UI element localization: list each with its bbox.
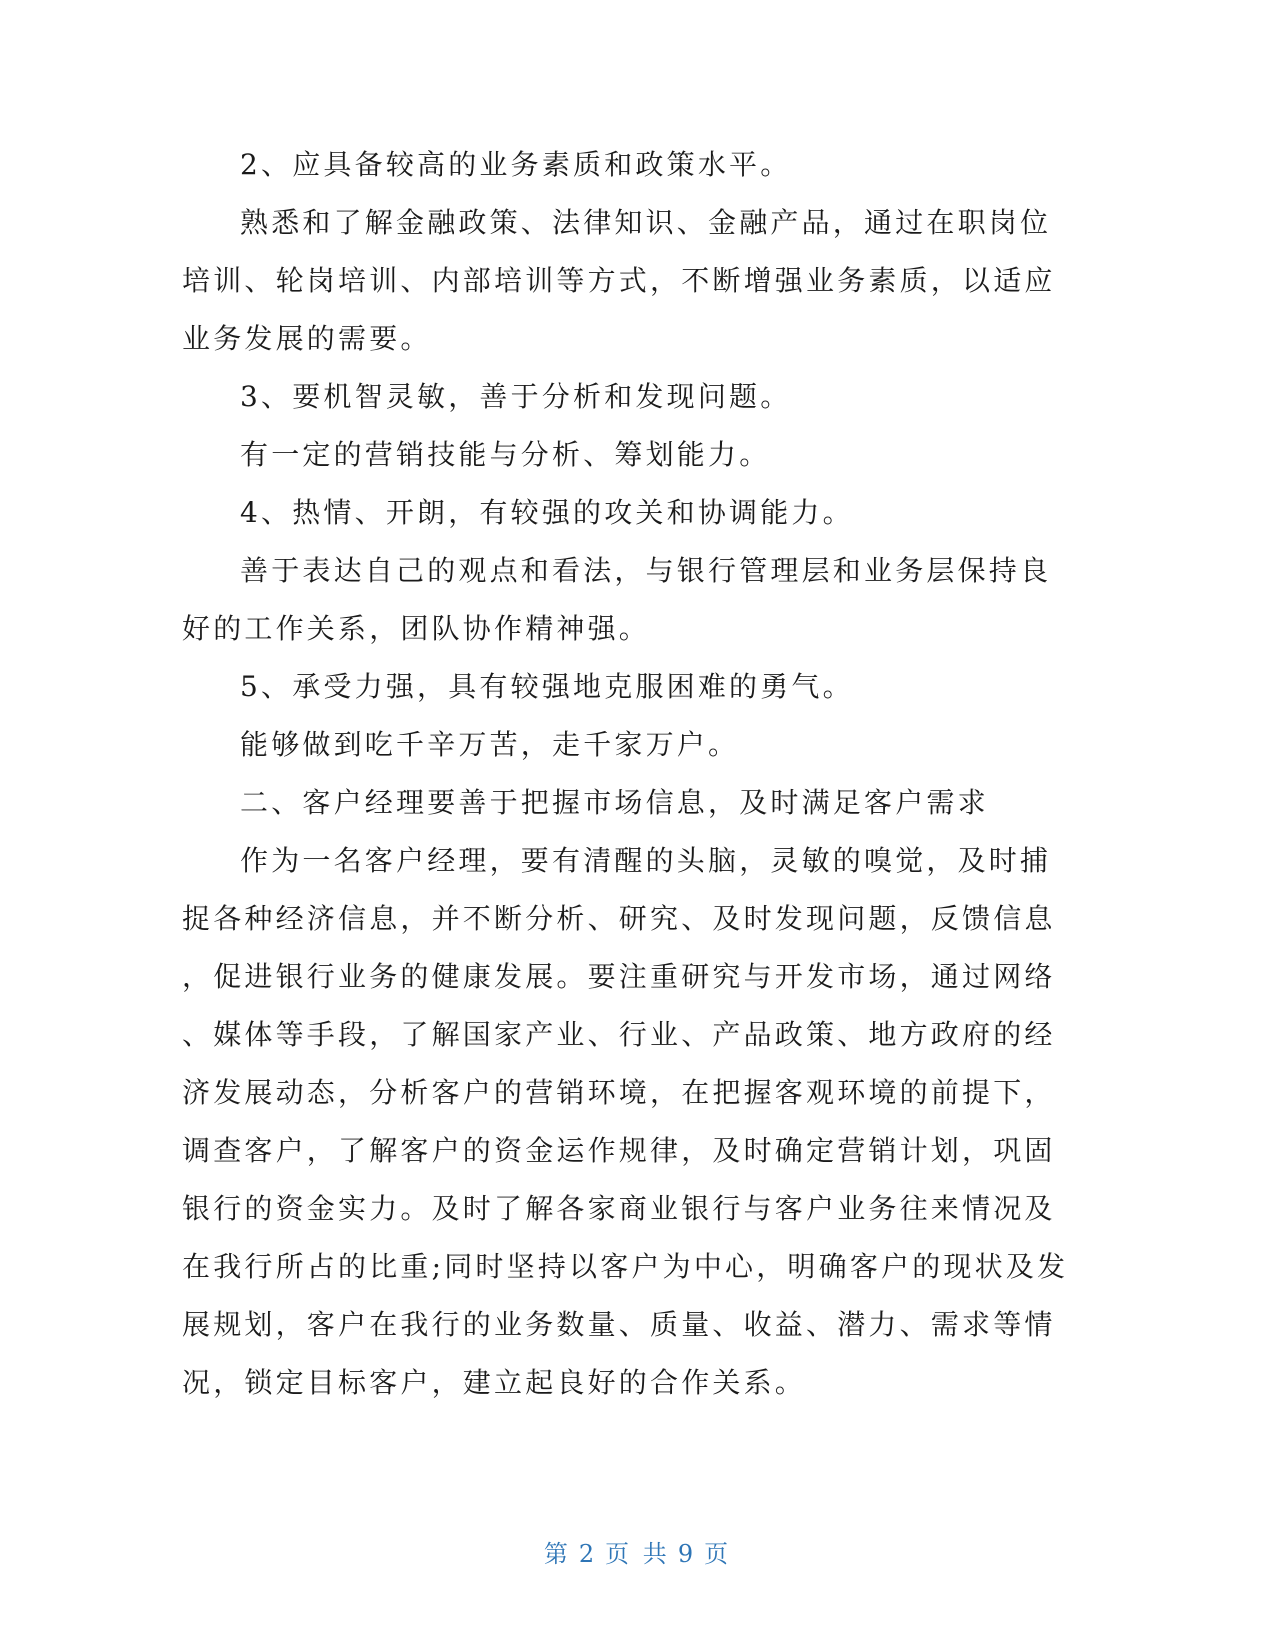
footer-prefix: 第 [543, 1540, 571, 1568]
paragraph-line: 捉各种经济信息，并不断分析、研究、及时发现问题，反馈信息 [182, 902, 1056, 935]
paragraph-line: 况，锁定目标客户，建立起良好的合作关系。 [182, 1366, 807, 1399]
paragraph-line: 熟悉和了解金融政策、法律知识、金融产品，通过在职岗位 [240, 206, 1052, 239]
paragraph-line: 作为一名客户经理，要有清醒的头脑，灵敏的嗅觉，及时捕 [240, 844, 1052, 877]
footer-mid: 页 共 [605, 1540, 670, 1568]
paragraph-line: 展规划，客户在我行的业务数量、质量、收益、潜力、需求等情 [182, 1308, 1056, 1341]
page-footer [0, 1534, 1275, 1569]
paragraph-line: 3、要机智灵敏，善于分析和发现问题。 [240, 380, 792, 413]
paragraph-line: ，促进银行业务的健康发展。要注重研究与开发市场，通过网络 [182, 960, 1056, 993]
paragraph-line: 、媒体等手段，了解国家产业、行业、产品政策、地方政府的经 [182, 1018, 1056, 1051]
footer-current-page: 2 [578, 1540, 598, 1568]
footer-total-pages: 9 [677, 1540, 697, 1568]
paragraph-line: 调查客户，了解客户的资金运作规律，及时确定营销计划，巩固 [182, 1134, 1056, 1167]
paragraph-line: 好的工作关系，团队协作精神强。 [182, 612, 651, 645]
paragraph-line: 能够做到吃千辛万苦，走千家万户。 [240, 728, 740, 761]
paragraph-line: 银行的资金实力。及时了解各家商业银行与客户业务往来情况及 [182, 1192, 1056, 1225]
paragraph-line: 善于表达自己的观点和看法，与银行管理层和业务层保持良 [240, 554, 1052, 587]
footer-suffix: 页 [704, 1540, 732, 1568]
paragraph-line: 2、应具备较高的业务素质和政策水平。 [240, 148, 792, 181]
paragraph-line: 5、承受力强，具有较强地克服困难的勇气。 [240, 670, 854, 703]
paragraph-line: 济发展动态，分析客户的营销环境，在把握客观环境的前提下， [182, 1076, 1056, 1109]
section-heading: 二、客户经理要善于把握市场信息，及时满足客户需求 [240, 786, 989, 819]
paragraph-line: 有一定的营销技能与分析、筹划能力。 [240, 438, 771, 471]
paragraph-line: 在我行所占的比重;同时坚持以客户为中心，明确客户的现状及发 [182, 1250, 1069, 1283]
document-body [182, 136, 1069, 1412]
paragraph-line: 4、热情、开朗，有较强的攻关和协调能力。 [240, 496, 854, 529]
paragraph-line: 培训、轮岗培训、内部培训等方式，不断增强业务素质，以适应 [182, 264, 1056, 297]
paragraph-line: 业务发展的需要。 [182, 322, 432, 355]
